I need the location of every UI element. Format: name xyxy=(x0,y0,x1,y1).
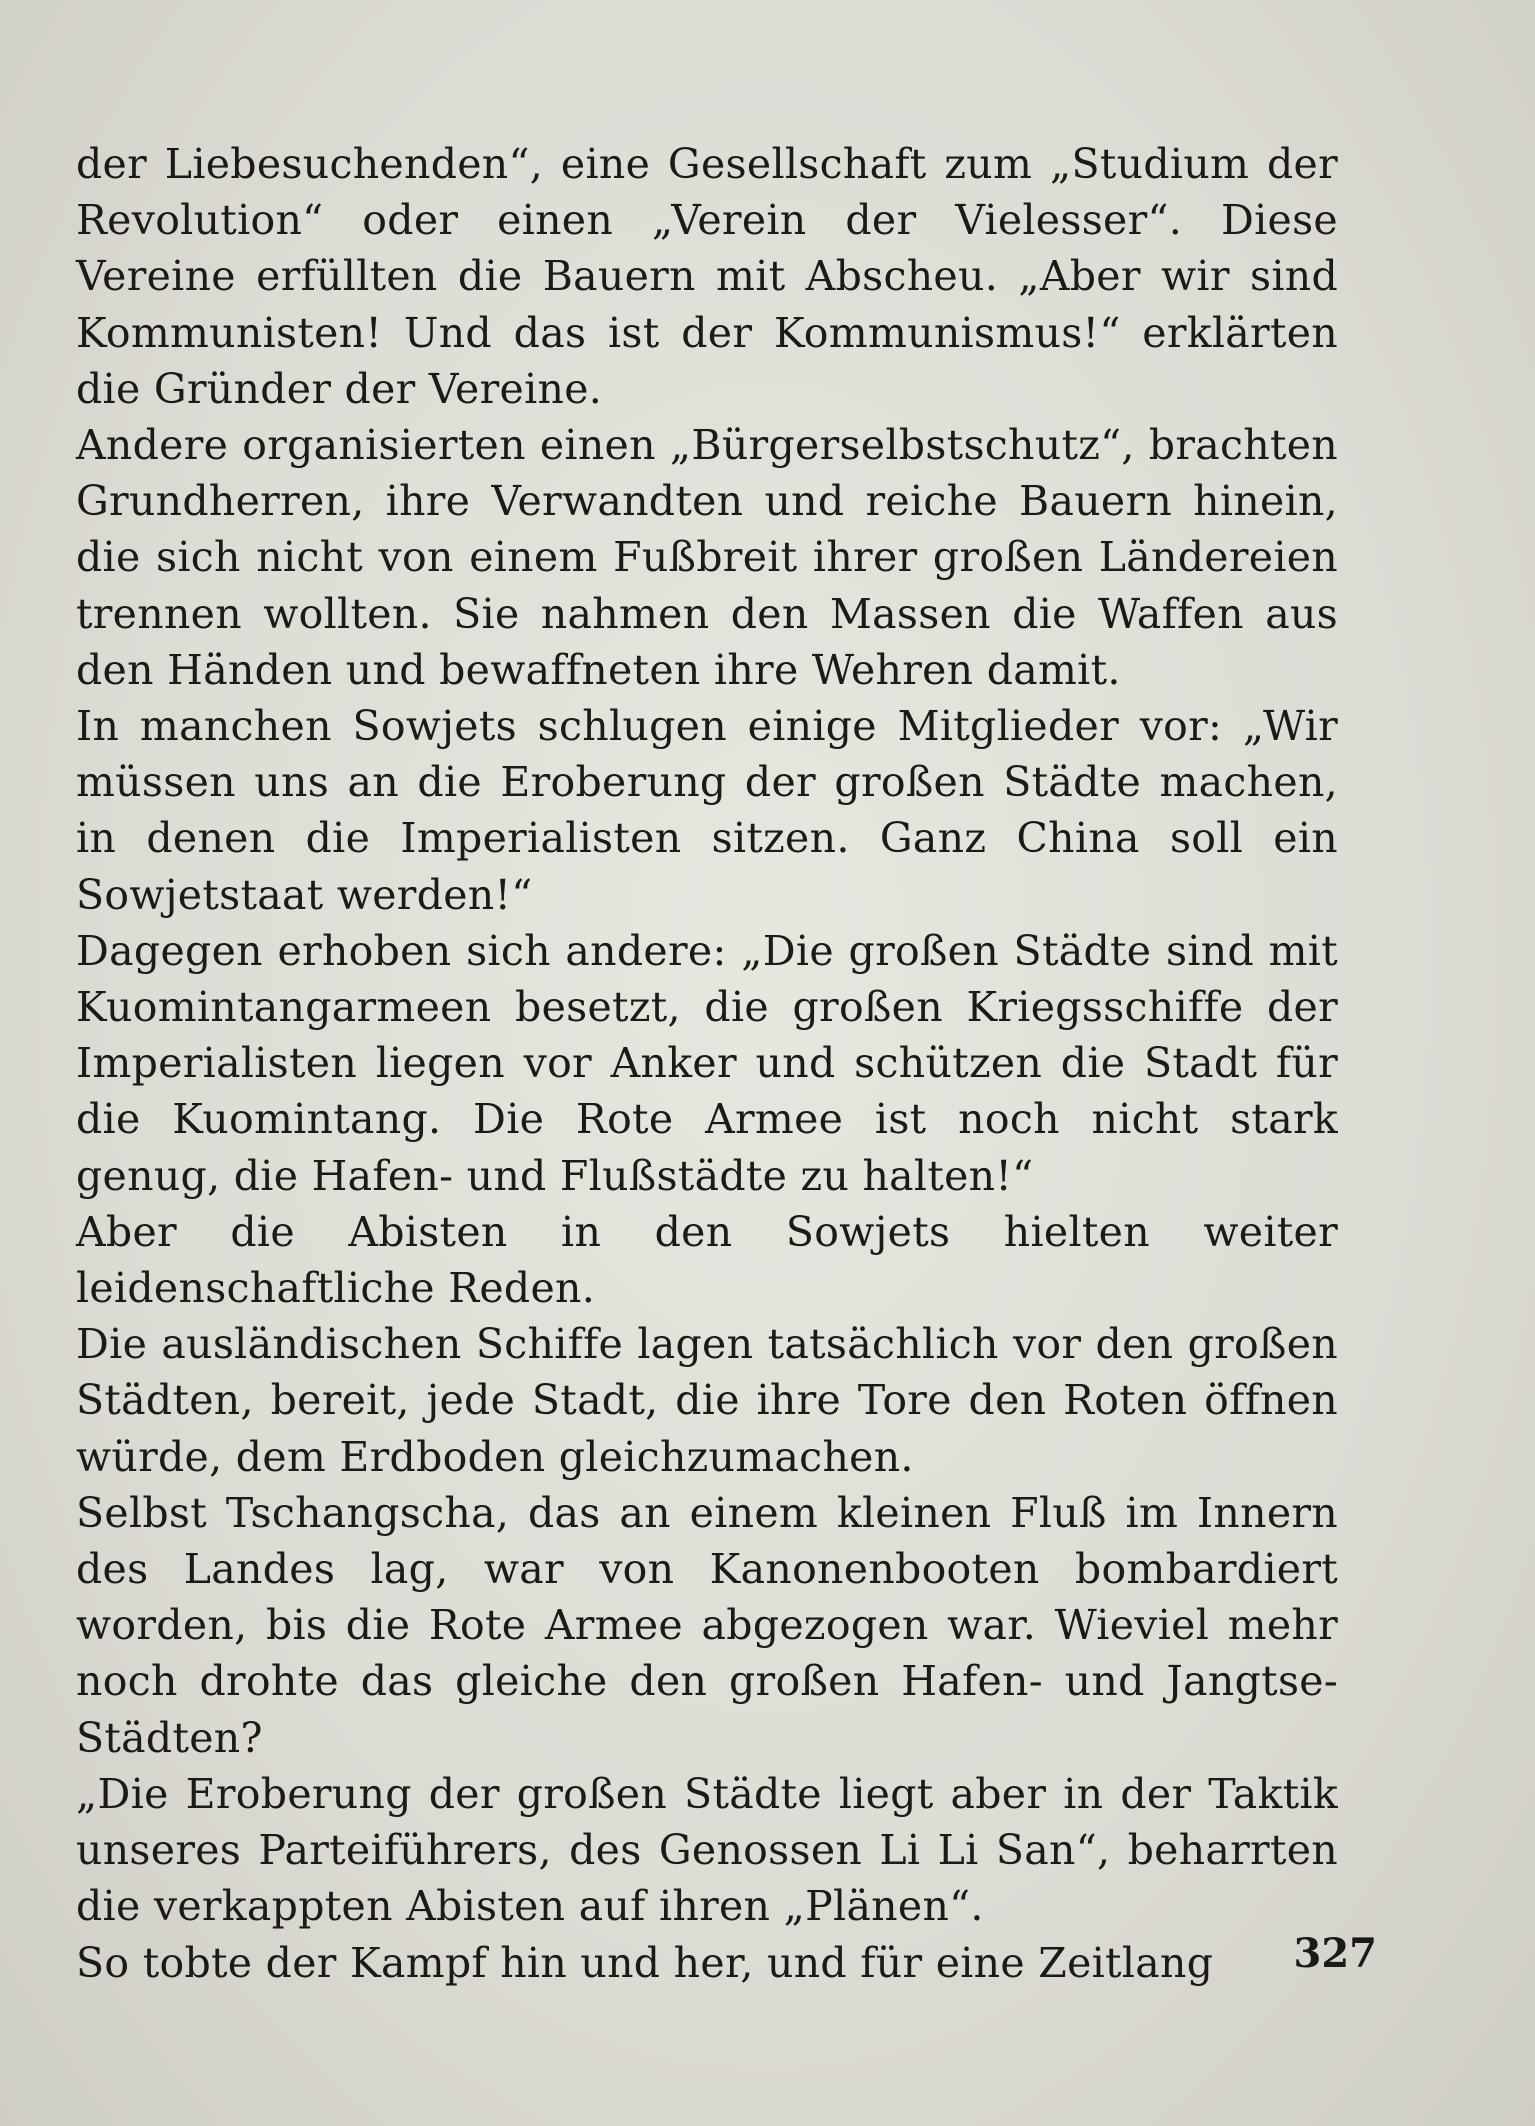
page-number: 327 xyxy=(1293,1930,1377,1977)
body-text xyxy=(76,136,1338,1991)
paragraph-9: So tobte der Kampf hin und her, und für eine Zeitlang xyxy=(76,1938,1214,1987)
paragraph-6: Die ausländischen Schiffe lagen tatsächlich vor den großen Städten, bereit, jede Stadt, die ihre Tore den Roten öffnen würde, dem Erdboden gleichzumachen. xyxy=(76,1320,1338,1481)
paragraph-2: Andere organisierten einen „Bürgerselbstschutz“, brachten Grundherren, ihre Verwandten und reiche Bauern hinein, die sich nicht von einem Fußbreit ihrer großen Ländereien trennen wollten. Sie nahmen den Massen die Waffen aus den Händen und bewaffneten ihre Wehren damit. xyxy=(76,421,1338,694)
paragraph-7: Selbst Tschangscha, das an einem kleinen Fluß im Innern des Landes lag, war von Kanonenbooten bombardiert worden, bis die Rote Armee abgezogen war. Wieviel mehr noch drohte das gleiche den großen Hafen- und Jangtse-Städten? xyxy=(76,1488,1338,1762)
paragraph-3: In manchen Sowjets schlugen einige Mitglieder vor: „Wir müssen uns an die Eroberung der großen Städte machen, in denen die Imperialisten sitzen. Ganz China soll ein Sowjetstaat werden!“ xyxy=(76,702,1338,919)
paragraph-1: der Liebesuchenden“, eine Gesellschaft zum „Studium der Revolution“ oder einen „Verein der Vielesser“. Diese Vereine erfüllten die Bauern mit Abscheu. „Aber wir sind Kommunisten! Und das ist der Kommunismus!“ erklärten die Gründer der Vereine. xyxy=(76,140,1338,413)
paragraph-5: Aber die Abisten in den Sowjets hielten weiter leidenschaftliche Reden. xyxy=(76,1207,1338,1313)
paragraph-8: „Die Eroberung der großen Städte liegt aber in der Taktik unseres Parteiführers, des Genossen Li Li San“, beharrten die verkappten Abisten auf ihren „Plänen“. xyxy=(76,1769,1338,1931)
paragraph-4: Dagegen erhoben sich andere: „Die großen Städte sind mit Kuomintangarmeen besetzt, die großen Kriegsschiffe der Imperialisten liegen vor Anker und schützen die Stadt für die Kuomintang. Die Rote Armee ist noch nicht stark genug, die Hafen- und Flußstädte zu halten!“ xyxy=(76,926,1338,1200)
